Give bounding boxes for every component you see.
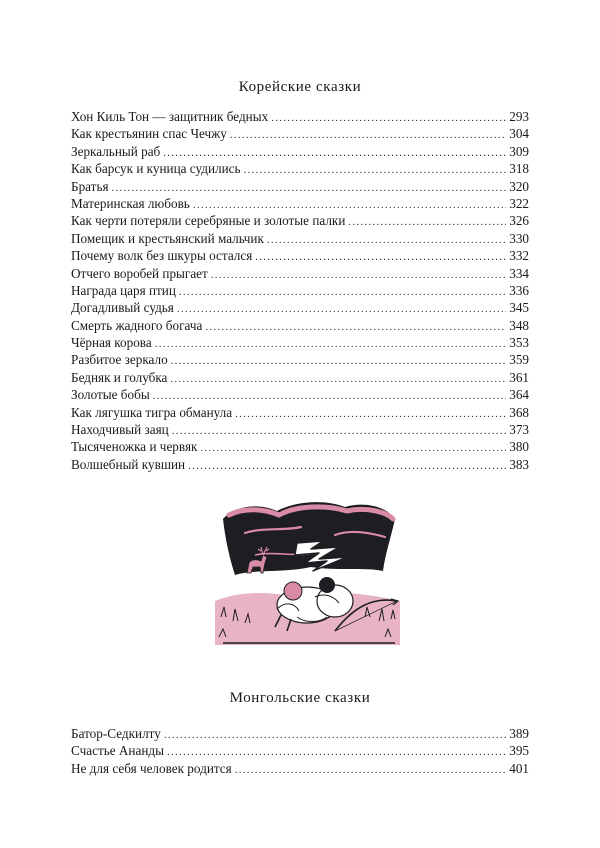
- dot-leader: [170, 371, 506, 388]
- toc-entry[interactable]: [71, 742, 529, 759]
- toc-entry[interactable]: [71, 265, 529, 282]
- toc-entry-title: Не для себя человек родится: [71, 760, 232, 776]
- toc-entry-page: 293: [509, 109, 529, 124]
- toc-entry-page: 395: [509, 743, 529, 759]
- toc-entry-page: 326: [509, 213, 529, 229]
- toc-entry-page: 380: [509, 439, 529, 455]
- toc-entry-page: 348: [509, 317, 529, 333]
- toc-entry-title: Золотые бобы: [71, 387, 150, 403]
- toc-entry[interactable]: [71, 456, 529, 473]
- toc-entry-title: Награда царя птиц: [71, 282, 176, 298]
- toc-entry[interactable]: [71, 369, 529, 386]
- toc-entry-page: 359: [509, 352, 529, 368]
- dot-leader: [177, 301, 506, 318]
- toc-entry-title: Волшебный кувшин: [71, 456, 186, 472]
- toc-entry-page: 309: [509, 143, 529, 159]
- dot-leader: [211, 267, 506, 284]
- toc-entry-title: Отчего воробей прыгает: [71, 265, 208, 281]
- toc-entry[interactable]: [71, 212, 529, 229]
- dot-leader: [205, 319, 506, 336]
- toc-entry-page: 373: [509, 422, 529, 438]
- toc-entry-title: Разбитое зеркало: [71, 352, 168, 368]
- toc-entry[interactable]: [71, 421, 529, 438]
- dot-leader: [188, 458, 506, 475]
- toc-entry-title: Хон Киль Тон — защитник бедных: [71, 109, 269, 124]
- toc-entry[interactable]: [71, 334, 529, 351]
- toc-entry-title: Находчивый заяц: [71, 422, 169, 438]
- toc-entry[interactable]: [71, 351, 529, 368]
- toc-entry[interactable]: [71, 247, 529, 264]
- toc-entry[interactable]: [71, 725, 529, 742]
- korean-section-title: Корейские сказки: [238, 79, 362, 95]
- toc-entry-page: 304: [509, 126, 529, 142]
- toc-entry-title: Чёрная корова: [71, 335, 152, 351]
- toc-entry[interactable]: [71, 230, 529, 247]
- toc-entry-page: 318: [509, 161, 529, 177]
- toc-entry[interactable]: [71, 282, 529, 299]
- toc-entry-title: Как крестьянин спас Чечжу: [71, 126, 227, 142]
- toc-entry[interactable]: [71, 108, 529, 125]
- toc-entry-page: 364: [509, 387, 529, 403]
- illustration-hunter-deer-storm: [215, 497, 400, 645]
- toc-entry[interactable]: [71, 125, 529, 142]
- toc-entry[interactable]: [71, 760, 529, 777]
- toc-entry[interactable]: [71, 195, 529, 212]
- dot-leader: [255, 249, 506, 266]
- dot-leader: [164, 727, 506, 744]
- dot-leader: [230, 127, 506, 144]
- toc-entry-title: Как черти потеряли серебряные и золотые палки: [71, 213, 346, 229]
- toc-entry-title: Как барсук и куница судились: [71, 161, 241, 177]
- toc-entry-title: Как лягушка тигра обманула: [71, 404, 233, 420]
- dot-leader: [235, 762, 506, 779]
- toc-entry-page: 320: [509, 178, 529, 194]
- toc-entry-title: Зеркальный раб: [71, 143, 161, 159]
- toc-entry-page: 322: [509, 195, 529, 211]
- dot-leader: [244, 162, 507, 179]
- dot-leader: [235, 406, 506, 423]
- toc-entry[interactable]: [71, 386, 529, 403]
- toc-entry-title: Помещик и крестьянский мальчик: [71, 230, 264, 246]
- toc-entry[interactable]: [71, 438, 529, 455]
- toc-entry-page: 389: [509, 726, 529, 741]
- toc-entry-page: 361: [509, 369, 529, 385]
- toc-entry-title: Тысяченожка и червяк: [71, 439, 198, 455]
- toc-entry-page: 330: [509, 230, 529, 246]
- toc-entry-title: Почему волк без шкуры остался: [71, 248, 253, 264]
- toc-entry[interactable]: [71, 178, 529, 195]
- mongolian-section-title: Монгольские сказки: [229, 690, 371, 706]
- toc-entry-title: Батор-Седкилту: [71, 726, 161, 741]
- toc-entry-page: 332: [509, 248, 529, 264]
- korean-toc: [71, 108, 529, 473]
- dot-leader: [179, 284, 506, 301]
- toc-entry-page: 353: [509, 335, 529, 351]
- mongolian-toc: [71, 725, 529, 777]
- toc-entry-title: Смерть жадного богача: [71, 317, 203, 333]
- toc-entry-title: Материнская любовь: [71, 195, 190, 211]
- toc-entry-page: 336: [509, 282, 529, 298]
- toc-entry[interactable]: [71, 317, 529, 334]
- dot-leader: [348, 214, 506, 231]
- toc-entry[interactable]: [71, 299, 529, 316]
- toc-entry-page: 401: [509, 760, 529, 776]
- toc-entry-page: 334: [509, 265, 529, 281]
- toc-entry[interactable]: [71, 404, 529, 421]
- toc-entry-title: Бедняк и голубка: [71, 369, 168, 385]
- dot-leader: [172, 423, 507, 440]
- toc-entry-title: Счастье Ананды: [71, 743, 164, 759]
- toc-entry-page: 368: [509, 404, 529, 420]
- dot-leader: [155, 336, 507, 353]
- toc-entry-page: 383: [509, 456, 529, 472]
- dot-leader: [271, 110, 506, 127]
- toc-entry[interactable]: [71, 143, 529, 160]
- toc-entry-title: Догадливый судья: [71, 300, 174, 316]
- dot-leader: [171, 353, 507, 370]
- toc-entry-title: Братья: [71, 178, 109, 194]
- toc-entry-page: 345: [509, 300, 529, 316]
- dot-leader: [267, 232, 506, 249]
- toc-entry[interactable]: [71, 160, 529, 177]
- dot-leader: [200, 440, 506, 457]
